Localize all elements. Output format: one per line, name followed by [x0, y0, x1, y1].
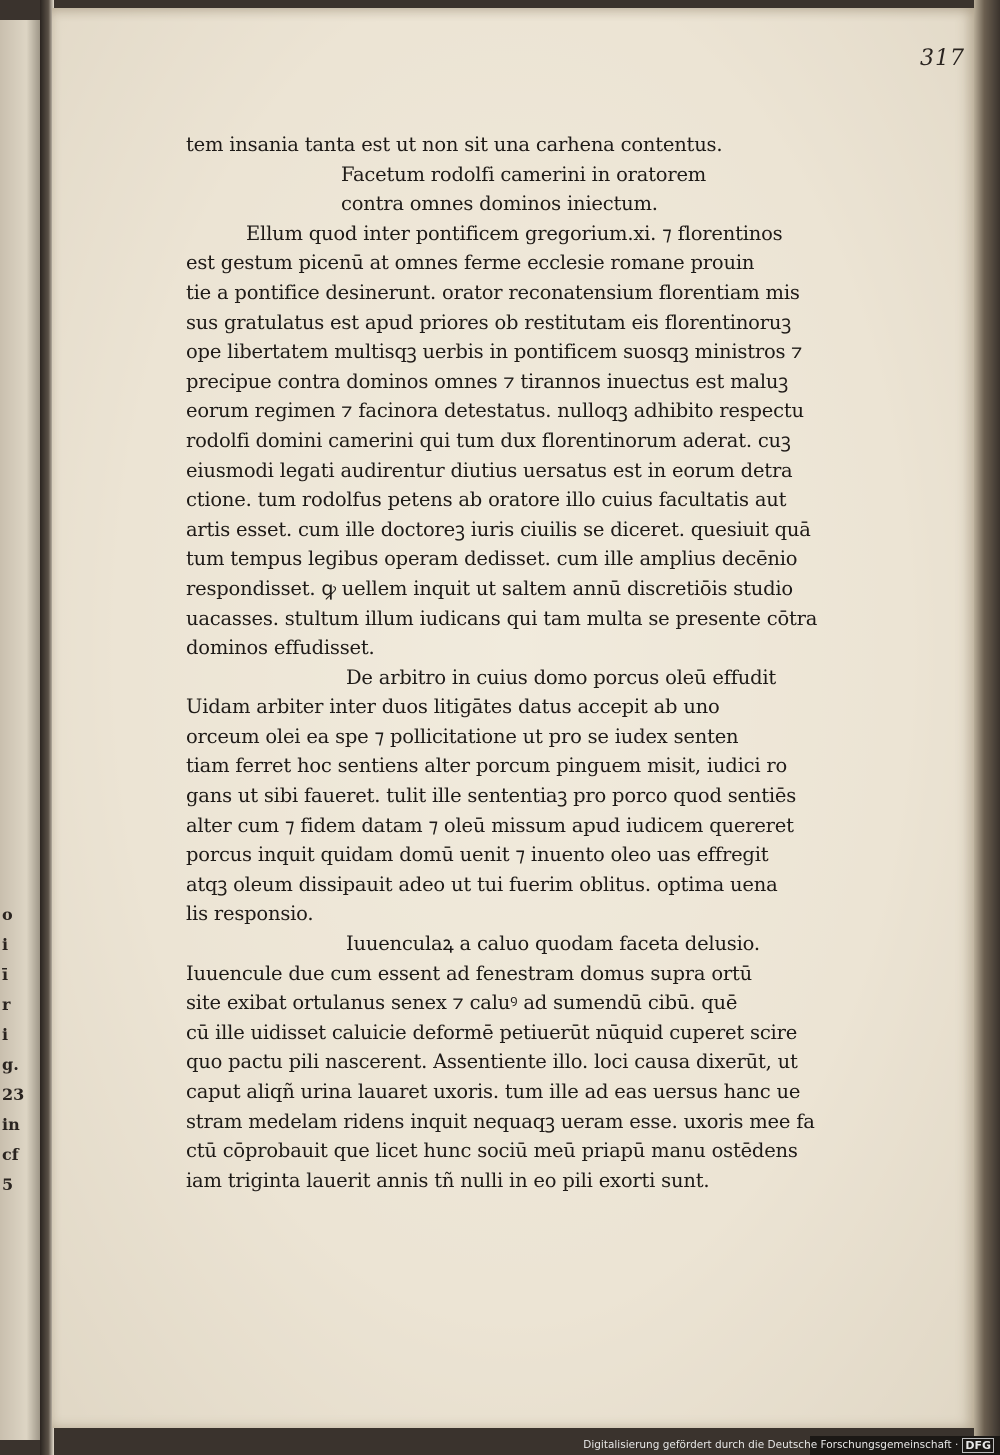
text-line: stram medelam ridens inquit nequaqꝫ ueram esse. uxoris mee fa: [186, 1109, 815, 1133]
text-line: atqꝫ oleum dissipauit adeo ut tui fuerim oblitus. optima uena: [186, 872, 778, 896]
margin-fragment: in: [2, 1115, 20, 1134]
text-line: lis responsio.: [186, 902, 314, 926]
text-line: respondisset. ꝙ uellem inquit ut saltem annū discretiōis studio: [186, 576, 793, 600]
text-line: porcus inquit quidam domū uenit ⁊ inuento oleo uas effregit: [186, 843, 769, 867]
text-line: Iuuencule due cum essent ad fenestram domus supra ortū: [186, 961, 752, 985]
margin-fragment: i: [2, 935, 9, 954]
text-line: Ellum quod inter pontificem gregorium.xi. ⁊ florentinos: [246, 221, 783, 245]
text-line: Uidam arbiter inter duos litigātes datus accepit ab uno: [186, 695, 720, 719]
text-line: tiam ferret hoc sentiens alter porcum pinguem misit, iudici ro: [186, 754, 788, 778]
text-line: uacasses. stultum illum iudicans qui tam multa se presente cōtra: [186, 606, 818, 630]
text-line: gans ut sibi faueret. tulit ille sententiaꝫ pro porco quod sentiēs: [186, 784, 797, 808]
text-line: eiusmodi legati audirentur diutius uersatus est in eorum detra: [186, 458, 793, 482]
text-line: precipue contra dominos omnes ⁊ tirannos inuectus est maluꝫ: [186, 369, 788, 393]
margin-fragment: ī: [2, 965, 9, 984]
text-line: site exibat ortulanus senex ⁊ caluꝰ ad sumendū cibū. quē: [186, 991, 738, 1015]
text-line: artis esset. cum ille doctoreꝫ iuris ciuilis se diceret. quesiuit quā: [186, 517, 811, 541]
margin-fragment: o: [2, 905, 13, 924]
margin-fragment: i: [2, 1025, 9, 1044]
margin-fragment: 23: [2, 1085, 25, 1104]
book-edge: [974, 0, 1000, 1455]
text-line: orceum olei ea spe ⁊ pollicitatione ut pro se iudex senten: [186, 724, 739, 748]
credit-text: Digitalisierung gefördert durch die Deutsche Forschungsgemeinschaft ·: [583, 1439, 959, 1451]
text-line: tum tempus legibus operam dedisset. cum ille amplius decēnio: [186, 547, 798, 571]
text-line: tem insania tanta est ut non sit una carhena contentus.: [186, 133, 723, 156]
margin-fragment: 5: [2, 1175, 14, 1194]
facing-page-edge: [0, 20, 44, 1440]
folio-number: 317: [920, 46, 965, 71]
text-line: ctione. tum rodolfus petens ab oratore illo cuius facultatis aut: [186, 488, 787, 512]
margin-fragment: g.: [2, 1055, 19, 1074]
text-line: quo pactu pili nascerent. Assentiente illo. loci causa dixerūt, ut: [186, 1050, 798, 1074]
text-line: De arbitro in cuius domo porcus oleū effudit: [346, 665, 777, 689]
text-line: alter cum ⁊ fidem datam ⁊ oleū missum apud iudicem quereret: [186, 813, 794, 837]
text-line: tie a pontifice desinerunt. orator reconatensium florentiam mis: [186, 280, 800, 304]
dfg-logo: DFG: [962, 1438, 994, 1453]
margin-fragment: cf: [2, 1145, 19, 1164]
text-line: Iuuenculaꝝ a caluo quodam faceta delusio.: [346, 932, 760, 956]
text-line: sus gratulatus est apud priores ob restitutam eis florentinoruꝫ: [186, 310, 791, 334]
text-line: est gestum picenū at omnes ferme ecclesie romane prouin: [186, 251, 755, 275]
text-line: Facetum rodolfi camerini in oratorem: [341, 162, 707, 186]
text-line: ctū cōprobauit que licet hunc sociū meū priapū manu ostēdens: [186, 1139, 798, 1163]
text-line: eorum regimen ⁊ facinora detestatus. nulloqꝫ adhibito respectu: [186, 399, 804, 423]
text-line: caput aliqñ urina lauaret uxoris. tum ille ad eas uersus hanc ue: [186, 1080, 801, 1103]
text-line: iam triginta lauerit annis tñ nulli in eo pili exorti sunt.: [186, 1168, 710, 1192]
text-line: ope libertatem multisqꝫ uerbis in pontificem suosqꝫ ministros ⁊: [186, 340, 803, 364]
facing-page-fragments: [2, 900, 32, 1200]
text-line: contra omnes dominos iniectum.: [341, 192, 658, 216]
incunable-text-block: [186, 130, 818, 1195]
text-line: dominos effudisset.: [186, 636, 375, 660]
margin-fragment: r: [2, 995, 11, 1014]
text-line: cū ille uidisset caluicie deformē petiuerūt nūquid cuperet scire: [186, 1020, 798, 1044]
digitization-credit: [583, 1437, 994, 1453]
text-line: rodolfi domini camerini qui tum dux florentinorum aderat. cuꝫ: [186, 428, 791, 452]
